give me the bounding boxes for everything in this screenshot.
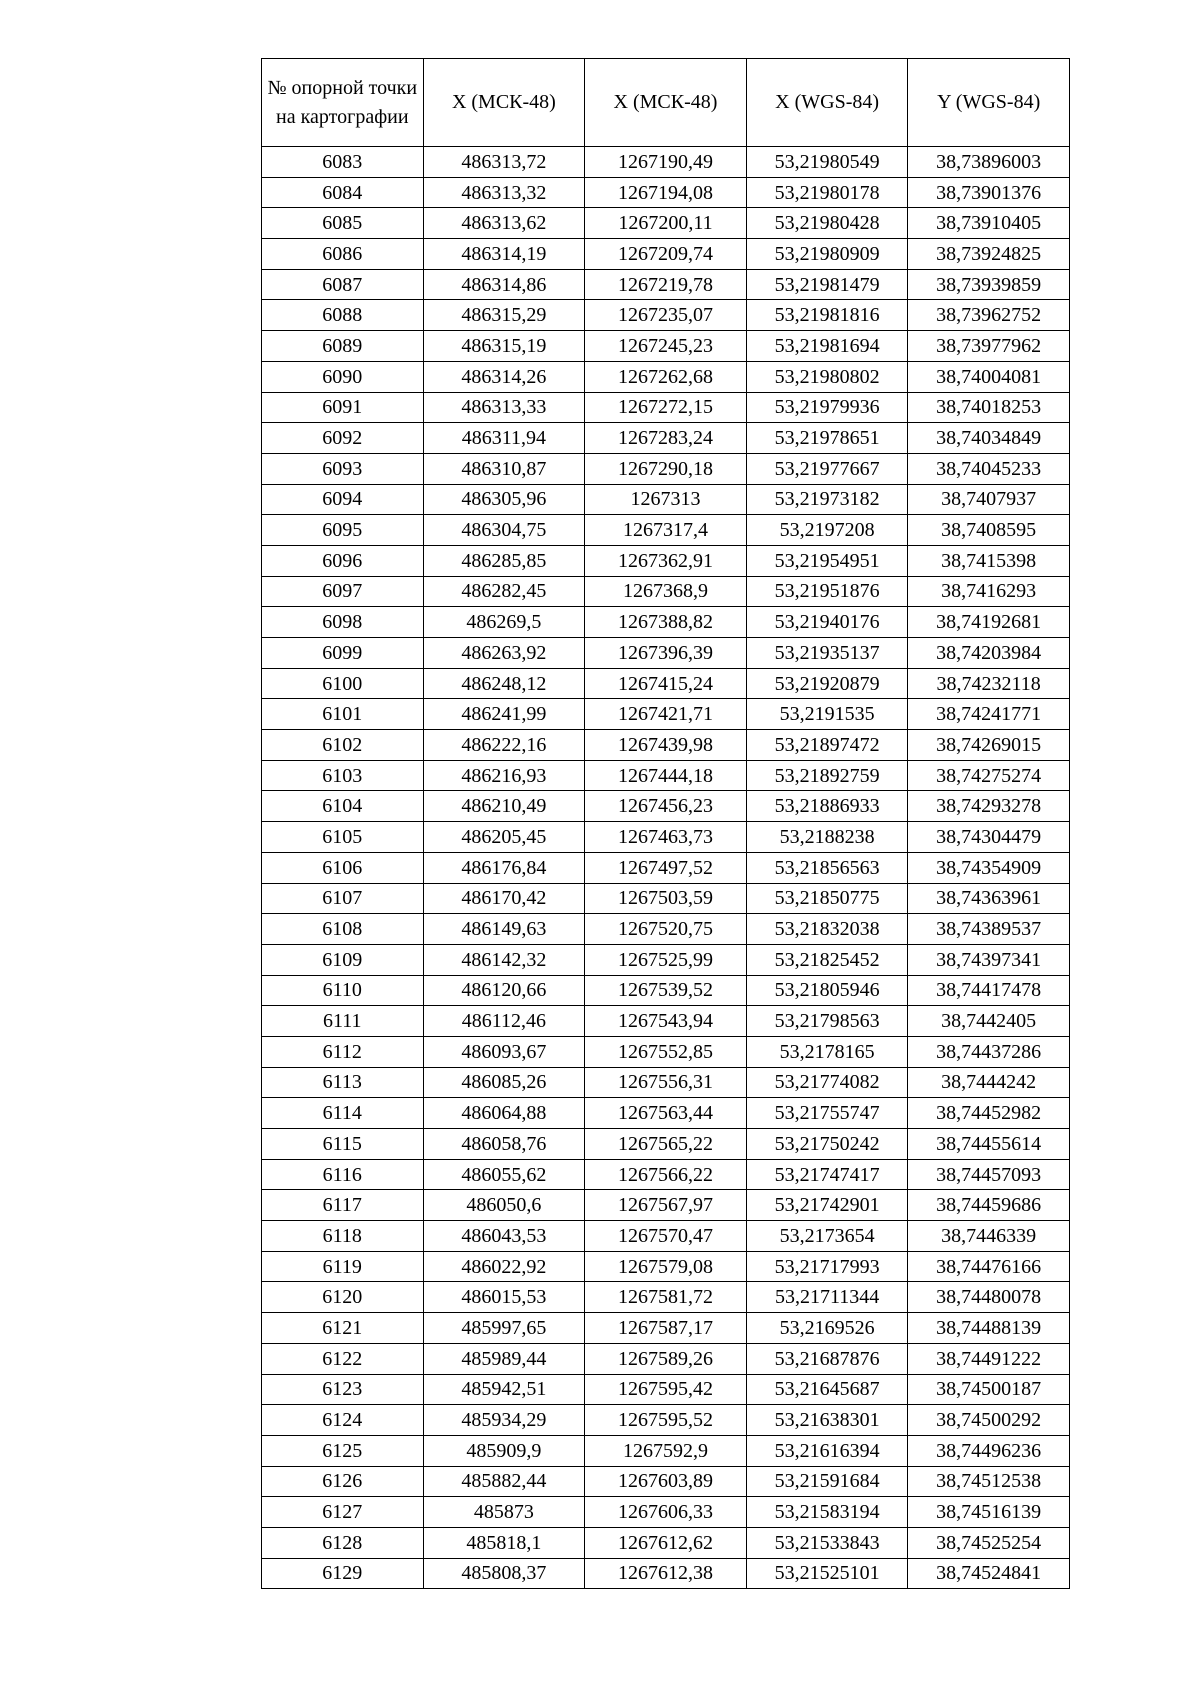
cell-x-msk48: 486269,5	[423, 607, 585, 638]
cell-x-msk48: 485882,44	[423, 1466, 585, 1497]
cell-x-wgs84: 53,21850775	[746, 883, 908, 914]
cell-point-number: 6109	[262, 944, 424, 975]
cell-point-number: 6095	[262, 515, 424, 546]
table-row	[262, 392, 1070, 423]
cell-y-wgs84: 38,73977962	[908, 331, 1070, 362]
cell-x-wgs84: 53,21980909	[746, 239, 908, 270]
cell-x-wgs84: 53,21978651	[746, 423, 908, 454]
cell-point-number: 6106	[262, 852, 424, 883]
cell-x-wgs84: 53,21825452	[746, 944, 908, 975]
cell-point-number: 6102	[262, 730, 424, 761]
cell-x-wgs84: 53,2191535	[746, 699, 908, 730]
table-row	[262, 699, 1070, 730]
cell-x-msk48: 486315,29	[423, 300, 585, 331]
cell-point-number: 6100	[262, 668, 424, 699]
cell-x-msk48: 486093,67	[423, 1036, 585, 1067]
cell-y-wgs84: 38,74480078	[908, 1282, 1070, 1313]
cell-y-wgs84: 38,74525254	[908, 1527, 1070, 1558]
cell-y-wgs84: 38,74455614	[908, 1129, 1070, 1160]
cell-x-msk48-second: 1267612,62	[585, 1527, 747, 1558]
cell-x-msk48-second: 1267388,82	[585, 607, 747, 638]
table-row	[262, 883, 1070, 914]
cell-x-msk48: 486313,32	[423, 177, 585, 208]
header-x-msk48-second: X (МСК-48)	[585, 59, 747, 147]
cell-x-msk48: 486311,94	[423, 423, 585, 454]
cell-x-msk48-second: 1267444,18	[585, 760, 747, 791]
cell-y-wgs84: 38,74018253	[908, 392, 1070, 423]
cell-point-number: 6104	[262, 791, 424, 822]
cell-point-number: 6123	[262, 1374, 424, 1405]
cell-x-msk48: 486050,6	[423, 1190, 585, 1221]
cell-y-wgs84: 38,74524841	[908, 1558, 1070, 1589]
cell-x-wgs84: 53,2173654	[746, 1221, 908, 1252]
cell-x-msk48: 486313,33	[423, 392, 585, 423]
cell-x-msk48: 486263,92	[423, 638, 585, 669]
cell-x-msk48: 486285,85	[423, 545, 585, 576]
table-row	[262, 423, 1070, 454]
cell-x-msk48: 486085,26	[423, 1067, 585, 1098]
cell-x-msk48: 485873	[423, 1497, 585, 1528]
cell-x-msk48: 486015,53	[423, 1282, 585, 1313]
cell-point-number: 6094	[262, 484, 424, 515]
cell-x-msk48-second: 1267587,17	[585, 1313, 747, 1344]
cell-point-number: 6124	[262, 1405, 424, 1436]
table-row	[262, 914, 1070, 945]
cell-point-number: 6111	[262, 1006, 424, 1037]
cell-x-msk48: 486043,53	[423, 1221, 585, 1252]
cell-y-wgs84: 38,74457093	[908, 1159, 1070, 1190]
table-row	[262, 545, 1070, 576]
cell-x-msk48-second: 1267603,89	[585, 1466, 747, 1497]
cell-y-wgs84: 38,74045233	[908, 453, 1070, 484]
cell-point-number: 6098	[262, 607, 424, 638]
table-header	[262, 59, 1070, 147]
cell-x-msk48: 485909,9	[423, 1435, 585, 1466]
cell-point-number: 6084	[262, 177, 424, 208]
cell-x-msk48: 485818,1	[423, 1527, 585, 1558]
cell-x-msk48-second: 1267209,74	[585, 239, 747, 270]
cell-y-wgs84: 38,7442405	[908, 1006, 1070, 1037]
cell-x-wgs84: 53,21977667	[746, 453, 908, 484]
cell-x-wgs84: 53,21856563	[746, 852, 908, 883]
cell-x-msk48-second: 1267556,31	[585, 1067, 747, 1098]
table-row	[262, 668, 1070, 699]
cell-x-msk48-second: 1267368,9	[585, 576, 747, 607]
table-row	[262, 576, 1070, 607]
table-row	[262, 1313, 1070, 1344]
cell-x-msk48: 486022,92	[423, 1251, 585, 1282]
cell-x-msk48: 485942,51	[423, 1374, 585, 1405]
cell-x-msk48-second: 1267592,9	[585, 1435, 747, 1466]
cell-point-number: 6091	[262, 392, 424, 423]
cell-x-wgs84: 53,21920879	[746, 668, 908, 699]
cell-point-number: 6089	[262, 331, 424, 362]
cell-y-wgs84: 38,74516139	[908, 1497, 1070, 1528]
header-row	[262, 59, 1070, 147]
cell-x-msk48-second: 1267272,15	[585, 392, 747, 423]
cell-x-msk48: 486064,88	[423, 1098, 585, 1129]
cell-x-wgs84: 53,21750242	[746, 1129, 908, 1160]
cell-point-number: 6108	[262, 914, 424, 945]
cell-x-msk48-second: 1267283,24	[585, 423, 747, 454]
table-row	[262, 208, 1070, 239]
cell-x-wgs84: 53,21980428	[746, 208, 908, 239]
cell-point-number: 6122	[262, 1343, 424, 1374]
cell-x-msk48: 486058,76	[423, 1129, 585, 1160]
cell-x-wgs84: 53,21742901	[746, 1190, 908, 1221]
cell-point-number: 6127	[262, 1497, 424, 1528]
table-row	[262, 730, 1070, 761]
table-row	[262, 1343, 1070, 1374]
cell-x-msk48-second: 1267595,42	[585, 1374, 747, 1405]
cell-point-number: 6105	[262, 822, 424, 853]
cell-y-wgs84: 38,74452982	[908, 1098, 1070, 1129]
table-row	[262, 361, 1070, 392]
cell-y-wgs84: 38,73939859	[908, 269, 1070, 300]
cell-x-msk48-second: 1267439,98	[585, 730, 747, 761]
cell-x-msk48-second: 1267595,52	[585, 1405, 747, 1436]
cell-point-number: 6096	[262, 545, 424, 576]
cell-point-number: 6083	[262, 147, 424, 178]
cell-x-wgs84: 53,21979936	[746, 392, 908, 423]
cell-point-number: 6116	[262, 1159, 424, 1190]
cell-point-number: 6090	[262, 361, 424, 392]
cell-y-wgs84: 38,7407937	[908, 484, 1070, 515]
header-y-wgs84: Y (WGS-84)	[908, 59, 1070, 147]
cell-y-wgs84: 38,74004081	[908, 361, 1070, 392]
cell-y-wgs84: 38,74203984	[908, 638, 1070, 669]
cell-x-wgs84: 53,21616394	[746, 1435, 908, 1466]
table-row	[262, 239, 1070, 270]
cell-x-msk48: 486304,75	[423, 515, 585, 546]
cell-x-msk48-second: 1267565,22	[585, 1129, 747, 1160]
cell-y-wgs84: 38,74496236	[908, 1435, 1070, 1466]
cell-x-msk48-second: 1267463,73	[585, 822, 747, 853]
cell-x-msk48: 486314,19	[423, 239, 585, 270]
cell-x-wgs84: 53,21638301	[746, 1405, 908, 1436]
cell-x-msk48-second: 1267219,78	[585, 269, 747, 300]
table-row	[262, 822, 1070, 853]
cell-y-wgs84: 38,7444242	[908, 1067, 1070, 1098]
cell-x-msk48: 486248,12	[423, 668, 585, 699]
cell-point-number: 6099	[262, 638, 424, 669]
table-row	[262, 1251, 1070, 1282]
cell-x-msk48: 486210,49	[423, 791, 585, 822]
cell-x-msk48-second: 1267190,49	[585, 147, 747, 178]
cell-y-wgs84: 38,7408595	[908, 515, 1070, 546]
cell-point-number: 6120	[262, 1282, 424, 1313]
cell-x-msk48-second: 1267396,39	[585, 638, 747, 669]
cell-x-wgs84: 53,21980802	[746, 361, 908, 392]
cell-x-wgs84: 53,21805946	[746, 975, 908, 1006]
cell-x-wgs84: 53,2178165	[746, 1036, 908, 1067]
cell-x-msk48-second: 1267567,97	[585, 1190, 747, 1221]
table-row	[262, 975, 1070, 1006]
cell-y-wgs84: 38,74397341	[908, 944, 1070, 975]
cell-x-msk48-second: 1267606,33	[585, 1497, 747, 1528]
table-row	[262, 760, 1070, 791]
cell-y-wgs84: 38,73962752	[908, 300, 1070, 331]
cell-point-number: 6093	[262, 453, 424, 484]
cell-point-number: 6118	[262, 1221, 424, 1252]
table-row	[262, 1098, 1070, 1129]
cell-x-msk48: 486305,96	[423, 484, 585, 515]
cell-y-wgs84: 38,74293278	[908, 791, 1070, 822]
cell-x-msk48: 486120,66	[423, 975, 585, 1006]
cell-x-msk48: 486314,26	[423, 361, 585, 392]
table-row	[262, 1129, 1070, 1160]
cell-x-msk48-second: 1267525,99	[585, 944, 747, 975]
cell-y-wgs84: 38,7416293	[908, 576, 1070, 607]
cell-point-number: 6129	[262, 1558, 424, 1589]
table-row	[262, 1282, 1070, 1313]
cell-x-wgs84: 53,21981694	[746, 331, 908, 362]
cell-x-wgs84: 53,2169526	[746, 1313, 908, 1344]
table-row	[262, 1527, 1070, 1558]
cell-point-number: 6087	[262, 269, 424, 300]
cell-x-msk48: 485808,37	[423, 1558, 585, 1589]
cell-x-msk48-second: 1267579,08	[585, 1251, 747, 1282]
cell-x-wgs84: 53,2188238	[746, 822, 908, 853]
cell-point-number: 6128	[262, 1527, 424, 1558]
cell-x-wgs84: 53,21755747	[746, 1098, 908, 1129]
table-row	[262, 1221, 1070, 1252]
cell-x-msk48: 486055,62	[423, 1159, 585, 1190]
cell-y-wgs84: 38,74354909	[908, 852, 1070, 883]
cell-x-msk48: 486310,87	[423, 453, 585, 484]
table-row	[262, 177, 1070, 208]
table-body	[262, 147, 1070, 1589]
cell-point-number: 6125	[262, 1435, 424, 1466]
cell-x-msk48-second: 1267235,07	[585, 300, 747, 331]
cell-y-wgs84: 38,74500292	[908, 1405, 1070, 1436]
cell-x-wgs84: 53,21687876	[746, 1343, 908, 1374]
cell-x-msk48-second: 1267566,22	[585, 1159, 747, 1190]
table-row	[262, 852, 1070, 883]
cell-point-number: 6119	[262, 1251, 424, 1282]
cell-y-wgs84: 38,74232118	[908, 668, 1070, 699]
cell-point-number: 6088	[262, 300, 424, 331]
cell-y-wgs84: 38,7446339	[908, 1221, 1070, 1252]
table-row	[262, 791, 1070, 822]
cell-x-msk48-second: 1267194,08	[585, 177, 747, 208]
table-row	[262, 453, 1070, 484]
header-x-msk48: X (МСК-48)	[423, 59, 585, 147]
cell-x-msk48: 485997,65	[423, 1313, 585, 1344]
cell-x-msk48-second: 1267520,75	[585, 914, 747, 945]
cell-point-number: 6086	[262, 239, 424, 270]
cell-y-wgs84: 38,7415398	[908, 545, 1070, 576]
cell-x-msk48-second: 1267456,23	[585, 791, 747, 822]
cell-y-wgs84: 38,74437286	[908, 1036, 1070, 1067]
cell-x-wgs84: 53,21747417	[746, 1159, 908, 1190]
cell-x-msk48-second: 1267362,91	[585, 545, 747, 576]
header-point-number: № опорной точки на картографии	[262, 59, 424, 147]
cell-x-msk48: 486313,72	[423, 147, 585, 178]
table-row	[262, 300, 1070, 331]
cell-x-msk48-second: 1267570,47	[585, 1221, 747, 1252]
cell-x-wgs84: 53,21774082	[746, 1067, 908, 1098]
cell-x-msk48-second: 1267421,71	[585, 699, 747, 730]
cell-x-wgs84: 53,21973182	[746, 484, 908, 515]
cell-y-wgs84: 38,74304479	[908, 822, 1070, 853]
table-row	[262, 1006, 1070, 1037]
cell-x-msk48-second: 1267552,85	[585, 1036, 747, 1067]
table-row	[262, 1067, 1070, 1098]
cell-y-wgs84: 38,73896003	[908, 147, 1070, 178]
header-x-wgs84: X (WGS-84)	[746, 59, 908, 147]
cell-y-wgs84: 38,74476166	[908, 1251, 1070, 1282]
cell-point-number: 6097	[262, 576, 424, 607]
cell-x-msk48-second: 1267262,68	[585, 361, 747, 392]
cell-x-msk48-second: 1267415,24	[585, 668, 747, 699]
cell-y-wgs84: 38,73924825	[908, 239, 1070, 270]
cell-x-wgs84: 53,21832038	[746, 914, 908, 945]
cell-point-number: 6110	[262, 975, 424, 1006]
cell-point-number: 6103	[262, 760, 424, 791]
cell-x-msk48-second: 1267497,52	[585, 852, 747, 883]
cell-point-number: 6101	[262, 699, 424, 730]
cell-x-wgs84: 53,21798563	[746, 1006, 908, 1037]
cell-x-msk48-second: 1267543,94	[585, 1006, 747, 1037]
cell-y-wgs84: 38,74417478	[908, 975, 1070, 1006]
cell-y-wgs84: 38,74034849	[908, 423, 1070, 454]
cell-x-msk48-second: 1267563,44	[585, 1098, 747, 1129]
cell-point-number: 6092	[262, 423, 424, 454]
cell-x-msk48: 486112,46	[423, 1006, 585, 1037]
cell-y-wgs84: 38,74269015	[908, 730, 1070, 761]
table-row	[262, 638, 1070, 669]
cell-x-wgs84: 53,21892759	[746, 760, 908, 791]
cell-x-msk48: 486205,45	[423, 822, 585, 853]
cell-x-wgs84: 53,21583194	[746, 1497, 908, 1528]
table-row	[262, 269, 1070, 300]
cell-x-msk48-second: 1267200,11	[585, 208, 747, 239]
cell-x-wgs84: 53,21935137	[746, 638, 908, 669]
cell-x-msk48: 486176,84	[423, 852, 585, 883]
cell-y-wgs84: 38,74275274	[908, 760, 1070, 791]
table-row	[262, 1405, 1070, 1436]
cell-y-wgs84: 38,74459686	[908, 1190, 1070, 1221]
cell-x-msk48: 486142,32	[423, 944, 585, 975]
cell-x-msk48-second: 1267313	[585, 484, 747, 515]
cell-x-wgs84: 53,21645687	[746, 1374, 908, 1405]
cell-x-msk48: 486241,99	[423, 699, 585, 730]
cell-point-number: 6117	[262, 1190, 424, 1221]
cell-x-msk48: 486282,45	[423, 576, 585, 607]
cell-y-wgs84: 38,74512538	[908, 1466, 1070, 1497]
table-row	[262, 1435, 1070, 1466]
cell-x-msk48-second: 1267612,38	[585, 1558, 747, 1589]
cell-x-wgs84: 53,21981816	[746, 300, 908, 331]
cell-x-msk48: 485989,44	[423, 1343, 585, 1374]
cell-y-wgs84: 38,74500187	[908, 1374, 1070, 1405]
cell-y-wgs84: 38,74241771	[908, 699, 1070, 730]
cell-point-number: 6114	[262, 1098, 424, 1129]
cell-x-msk48: 486216,93	[423, 760, 585, 791]
cell-x-msk48-second: 1267245,23	[585, 331, 747, 362]
cell-x-wgs84: 53,21533843	[746, 1527, 908, 1558]
cell-x-wgs84: 53,21711344	[746, 1282, 908, 1313]
table-row	[262, 1036, 1070, 1067]
cell-x-wgs84: 53,2197208	[746, 515, 908, 546]
coordinates-table	[261, 58, 1070, 1589]
table-row	[262, 484, 1070, 515]
cell-y-wgs84: 38,74363961	[908, 883, 1070, 914]
cell-x-wgs84: 53,21886933	[746, 791, 908, 822]
cell-x-wgs84: 53,21525101	[746, 1558, 908, 1589]
cell-x-msk48-second: 1267317,4	[585, 515, 747, 546]
table-row	[262, 1558, 1070, 1589]
table-row	[262, 607, 1070, 638]
cell-x-wgs84: 53,21897472	[746, 730, 908, 761]
table-row	[262, 1159, 1070, 1190]
cell-x-msk48-second: 1267539,52	[585, 975, 747, 1006]
table-row	[262, 1466, 1070, 1497]
cell-y-wgs84: 38,73901376	[908, 177, 1070, 208]
cell-y-wgs84: 38,73910405	[908, 208, 1070, 239]
cell-point-number: 6085	[262, 208, 424, 239]
cell-x-msk48: 485934,29	[423, 1405, 585, 1436]
cell-y-wgs84: 38,74491222	[908, 1343, 1070, 1374]
cell-y-wgs84: 38,74192681	[908, 607, 1070, 638]
cell-point-number: 6126	[262, 1466, 424, 1497]
cell-point-number: 6107	[262, 883, 424, 914]
table-row	[262, 1374, 1070, 1405]
table-row	[262, 147, 1070, 178]
cell-x-wgs84: 53,21954951	[746, 545, 908, 576]
cell-point-number: 6112	[262, 1036, 424, 1067]
cell-x-msk48: 486222,16	[423, 730, 585, 761]
cell-x-wgs84: 53,21951876	[746, 576, 908, 607]
table-row	[262, 1497, 1070, 1528]
cell-point-number: 6113	[262, 1067, 424, 1098]
cell-x-msk48: 486149,63	[423, 914, 585, 945]
cell-x-msk48-second: 1267503,59	[585, 883, 747, 914]
cell-x-msk48-second: 1267581,72	[585, 1282, 747, 1313]
cell-x-msk48-second: 1267290,18	[585, 453, 747, 484]
cell-x-msk48: 486315,19	[423, 331, 585, 362]
table-row	[262, 515, 1070, 546]
cell-x-wgs84: 53,21981479	[746, 269, 908, 300]
cell-x-msk48: 486314,86	[423, 269, 585, 300]
cell-point-number: 6121	[262, 1313, 424, 1344]
cell-x-wgs84: 53,21980178	[746, 177, 908, 208]
table-row	[262, 944, 1070, 975]
cell-x-wgs84: 53,21940176	[746, 607, 908, 638]
cell-x-wgs84: 53,21591684	[746, 1466, 908, 1497]
table-row	[262, 1190, 1070, 1221]
cell-y-wgs84: 38,74389537	[908, 914, 1070, 945]
cell-x-msk48-second: 1267589,26	[585, 1343, 747, 1374]
cell-x-msk48: 486170,42	[423, 883, 585, 914]
cell-point-number: 6115	[262, 1129, 424, 1160]
cell-x-wgs84: 53,21717993	[746, 1251, 908, 1282]
table-row	[262, 331, 1070, 362]
cell-y-wgs84: 38,74488139	[908, 1313, 1070, 1344]
cell-x-msk48: 486313,62	[423, 208, 585, 239]
cell-x-wgs84: 53,21980549	[746, 147, 908, 178]
